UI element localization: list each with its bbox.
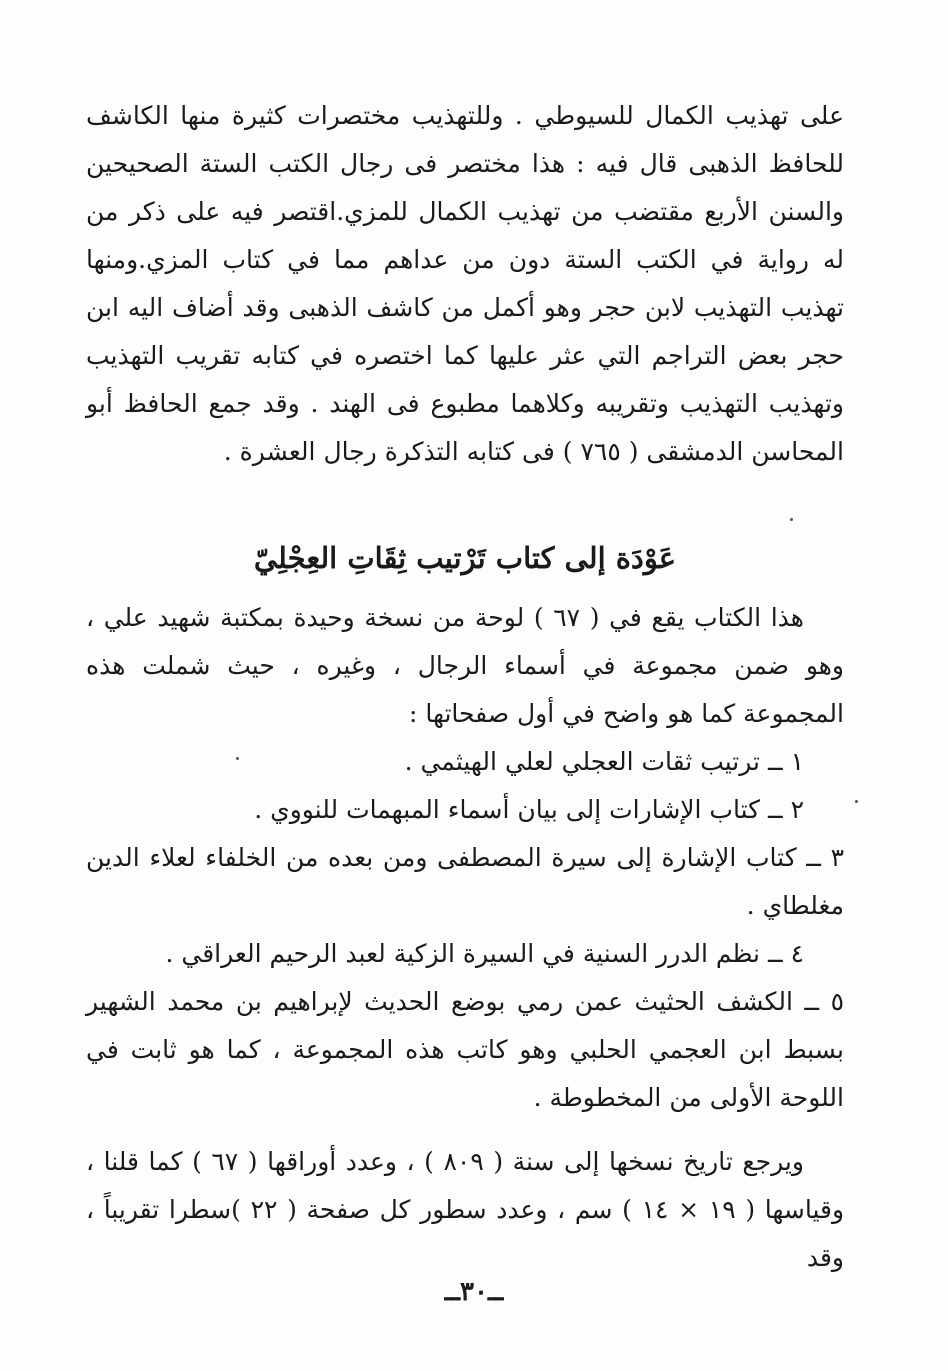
list-item: ٣ ــ كتاب الإشارة إلى سيرة المصطفى ومن بعده من الخلفاء لعلاء الدين مغلطاي . — [86, 843, 844, 920]
body-paragraph: ويرجع تاريخ نسخها إلى سنة ( ٨٠٩ ) ، وعدد أوراقها ( ٦٧ ) كما قلنا ، وقياسها ( ١٩ × ١٤ ) سم ، وعدد سطور كل صفحة ( ٢٢ )سطرا تقريباً ، وقد — [86, 1147, 845, 1272]
body-paragraph: هذا الكتاب يقع في ( ٦٧ ) لوحة من نسخة وحيدة بمكتبة شهيد علي ، وهو ضمن مجموعة في أسماء الرجال ، وغيره ، حيث شملت هذه المجموعة كما هو واضح في أول صفحاتها : — [86, 603, 844, 728]
intro-text — [86, 92, 844, 476]
intro-paragraph: على تهذيب الكمال للسيوطي . وللتهذيب مختصرات كثيرة منها الكاشف للحافظ الذهبى قال فيه : هذا مختصر فى رجال الكتب الستة الصحيحين والسنن الأربع مقتضب من تهذيب الكمال للمزي.اقتصر فيه على ذكر من له رواية في الكتب الستة دون من عداهم مما في كتاب المزي.ومنها تهذيب التهذيب لابن حجر وهو أكمل من كاشف الذهبى وقد أضاف اليه ابن حجر بعض التراجم التي عثر عليها كما اختصره في كتابه تقريب التهذيب وتهذيب التهذيب وتقريبه وكلاهما مطبوع فى الهند . وقد جمع الحافظ أبو المحاسن الدمشقى ( ٧٦٥ ) فى كتابه التذكرة رجال العشرة . — [86, 101, 844, 466]
paper-speck — [855, 800, 858, 803]
paper-speck — [790, 518, 793, 521]
list-item: ١ ــ ترتيب ثقات العجلي لعلي الهيثمي . — [404, 747, 804, 776]
list-item: ٥ ــ الكشف الحثيث عمن رمي بوضع الحديث لإبراهيم بن محمد الشهير بسبط ابن العجمي الحلبي وهو كاتب هذه المجموعة ، كما هو ثابت في اللوحة الأولى من المخطوطة . — [86, 987, 844, 1112]
list-item: ٢ ــ كتاب الإشارات إلى بيان أسماء المبهمات للنووي . — [254, 795, 804, 824]
section-body — [86, 594, 844, 1282]
manuscript-contents-list — [86, 738, 844, 1122]
paper-speck — [236, 757, 239, 760]
list-item: ٤ ــ نظم الدرر السنية في السيرة الزكية لعبد الرحيم العراقي . — [165, 939, 804, 968]
page-number: ــ٣٠ــ — [444, 1277, 504, 1307]
section-heading: عَوْدَة إلى كتاب تَرْتيب ثِقَاتِ العِجْلِيّ — [253, 541, 677, 575]
